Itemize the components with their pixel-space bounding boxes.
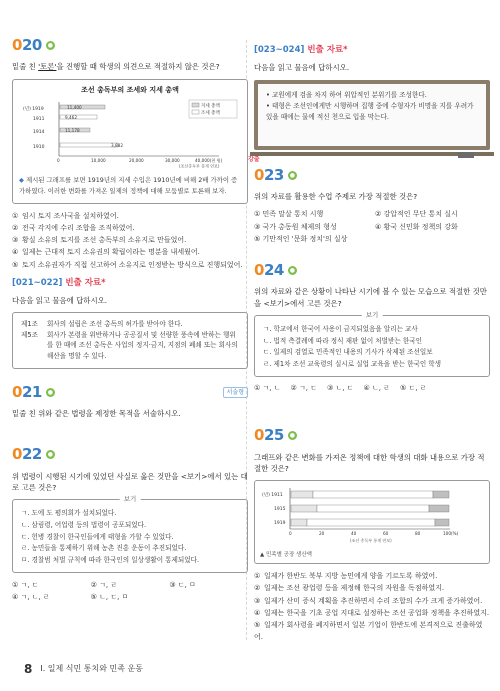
q24-bogi-4: ㄹ. 제1차 조선 교육령의 실시로 실업 교육을 받는 한국인 학생 xyxy=(263,359,442,368)
q25-option-5[interactable]: ⑤ 일제가 회사령을 폐지하면서 일본 기업이 한반도에 본격적으로 진출하였어. xyxy=(254,621,483,642)
q24-bogi-box xyxy=(254,311,490,377)
q24-bogi-3: ㄷ. 일제의 검열로 민족적인 내용의 기사가 삭제된 조선일보 xyxy=(263,348,433,357)
q22-bogi-1: ㄱ. 도에 도 평의회가 설치되었다. xyxy=(21,509,117,518)
q21-header xyxy=(12,381,248,404)
q25-bar-2b xyxy=(317,505,429,512)
difficulty-dot-icon: ● xyxy=(289,267,295,275)
q23-option-4[interactable]: ④ 황국 신민화 정책의 강화 xyxy=(375,222,458,231)
q23-option-3[interactable]: ③ 국가 총동원 체제의 형성 xyxy=(254,222,337,231)
difficulty-dot-icon: ● xyxy=(289,432,295,440)
blackboard-surface xyxy=(254,80,490,150)
q23-stem: 위의 자료를 활용한 수업 주제로 가장 적절한 것은? xyxy=(254,191,418,201)
q24-options xyxy=(254,383,490,394)
q25-legend-note: ▲ 민족별 공장 생산액 xyxy=(260,551,312,558)
q20-note: ◆ 제시된 그래프를 보면 1919년의 지세 수입은 1910년에 비해 2배 가까이 증가하였다. 이러한 변화를 가져온 일제의 정책에 대해 모둠별로 토론해 보자. xyxy=(19,175,238,195)
q20-bar-label-2: 9,462 xyxy=(65,114,77,120)
q24-option-1[interactable]: ① ㄱ, ㄴ xyxy=(254,384,281,393)
q24-number: 024 xyxy=(254,261,284,280)
q25-options xyxy=(254,570,490,644)
q20-chart-title: 조선 총독부의 조세와 지세 총액 xyxy=(81,85,179,94)
q20-option-3[interactable]: ③ 황실 소유의 토지를 조선 총독부의 소유지로 만들었어. xyxy=(12,236,187,244)
q20-legend-2: 조세 총액 xyxy=(201,110,220,116)
board-line-1: • 교원에게 검을 차지 하여 위압적인 분위기를 조성한다. xyxy=(266,90,427,99)
q20-tick-2: 10,000 xyxy=(91,157,106,163)
q25-tick-3: 40 xyxy=(351,531,357,537)
q22-bogi-title: 보기 xyxy=(120,494,141,505)
q23-number: 023 xyxy=(254,165,284,184)
q25-option-2[interactable]: ② 일제는 조선 광업령 등을 제정해 한국의 자원을 독점하였지. xyxy=(254,584,445,593)
q25-tick-6: 100(%) xyxy=(443,531,459,537)
q23-star-mark: 강출 xyxy=(248,155,260,163)
q20-year-3: 1914 xyxy=(33,129,45,135)
q25-tick-4: 60 xyxy=(383,531,389,537)
blackboard xyxy=(254,80,490,150)
q20-bar-label-1: 11,400 xyxy=(67,104,82,110)
q24-stem: 위의 자료와 같은 상황이 나타난 시기에 볼 수 있는 모습으로 적절한 것만을 <보기>에서 고른 것은? xyxy=(254,287,487,308)
q20-bar-4 xyxy=(60,143,118,147)
q20-bar-label-4: 3,882 xyxy=(111,142,123,148)
q25-stem: 그래프와 같은 변화를 가져온 정책에 대한 학생의 대화 내용으로 가장 적절한 것은? xyxy=(254,452,485,473)
q23-option-5[interactable]: ⑤ 기만적인 '문화 정치'의 실상 xyxy=(254,234,348,243)
q20-tick-1: 0 xyxy=(57,157,60,163)
section-title: Ⅰ. 일제 식민 통치와 민족 운동 xyxy=(40,664,143,674)
right-column xyxy=(248,44,490,644)
q22-bogi-2: ㄴ. 삼림령, 어업령 등의 법령이 공포되었다. xyxy=(21,521,147,530)
q25-option-1[interactable]: ① 일제가 한반도 북부 지방 농민에게 양을 기르도록 하였어. xyxy=(254,572,438,581)
q22-bogi-3: ㄷ. 헌병 경찰이 한국인들에게 태형을 가할 수 있었다. xyxy=(21,532,174,541)
q25-bar-3c xyxy=(435,519,449,526)
q21-number: 021 xyxy=(12,382,42,401)
q20-year-4: 1910 xyxy=(33,144,45,150)
set-21-22-label: [021~022] 빈출 자료* xyxy=(12,277,106,288)
q20-chart-box xyxy=(12,79,248,204)
law-line-1: 제1조 회사의 설립은 조선 총독의 허가를 받아야 한다. xyxy=(21,320,183,329)
board-line-2: • 태형은 조선인에게만 시행하며 집행 중에 수형자가 비명을 지를 우려가 있을 때에는 물에 적신 천으로 입을 막는다. xyxy=(266,101,474,122)
set-21-22-instruction: 다음을 읽고 물음에 답하시오. xyxy=(12,295,108,305)
q25-header xyxy=(254,424,490,447)
q20-header xyxy=(12,34,248,57)
q22-stem: 위 법령이 시행된 시기에 있었던 사실로 옳은 것만을 <보기>에서 있는 대로 고른 것은? xyxy=(12,471,248,493)
q20-bar-chart xyxy=(19,98,241,168)
q23-option-1[interactable]: ① 민족 말살 통치 시행 xyxy=(254,210,324,219)
q25-bar-1b xyxy=(313,491,433,498)
q25-bar-2a xyxy=(291,505,317,512)
q20-option-4[interactable]: ④ 일제는 근대적 토지 소유권의 확립이라는 명분을 내세웠어. xyxy=(12,248,200,257)
q21-stem: 밑줄 친 위와 같은 법령을 제정한 목적을 서술하시오. xyxy=(12,408,181,418)
q25-tick-5: 80 xyxy=(415,531,421,537)
difficulty-dot-icon: ● xyxy=(289,171,295,179)
law-line-2: 제5조 회사가 본령을 위반하거나 공공질서 및 선량한 풍속에 반하는 행위를 한 때에 조선 총독은 사업의 정지·금지, 지점의 폐쇄 또는 회사의 해산을 명할 수 있다. xyxy=(21,330,238,361)
q20-year-1: (년) 1919 xyxy=(23,106,44,112)
q25-bar-2c xyxy=(429,505,449,512)
set-23-24-label: [023~024] 빈출 자료* xyxy=(254,45,348,55)
q22-option-4[interactable]: ④ ㄱ, ㄴ, ㄹ xyxy=(12,593,50,602)
q22-bogi-4: ㄹ. 농민들을 통제하기 위해 농촌 진흥 운동이 추진되었다. xyxy=(21,544,187,553)
q25-stacked-bar-chart xyxy=(260,485,486,547)
set-23-24-instruction: 다음을 읽고 물음에 답하시오. xyxy=(254,63,350,73)
q22-number: 022 xyxy=(12,445,42,464)
q22-bogi-box xyxy=(12,495,248,573)
q22-option-2[interactable]: ② ㄱ, ㄹ xyxy=(90,581,118,590)
law-text-box xyxy=(12,312,248,368)
diamond-icon: ◆ xyxy=(19,175,26,184)
q22-option-5[interactable]: ⑤ ㄴ, ㄷ, ㅁ xyxy=(90,593,129,602)
q20-bar-label-3: 11,178 xyxy=(65,127,80,133)
q23-header xyxy=(248,155,490,187)
q22-option-1[interactable]: ① ㄱ, ㄷ xyxy=(12,581,39,590)
q20-options xyxy=(12,210,248,271)
q25-tick-1: 0 xyxy=(289,531,292,537)
q24-bogi-1: ㄱ. 학교에서 한국어 사용이 금지되었음을 알리는 교사 xyxy=(263,325,418,334)
q24-header xyxy=(254,259,490,282)
q23-option-2[interactable]: ② 강압적인 무단 통치 실시 xyxy=(375,210,458,219)
q22-options xyxy=(12,579,248,604)
q20-year-2: 1911 xyxy=(33,116,45,122)
q22-option-3[interactable]: ③ ㄷ, ㅁ xyxy=(169,581,196,590)
q20-tick-5: 40,000(천 원) xyxy=(195,157,223,163)
q24-option-4[interactable]: ④ ㄴ, ㄹ xyxy=(363,384,390,393)
eraser-icon xyxy=(458,152,474,158)
difficulty-dot-icon: ● xyxy=(47,451,53,459)
difficulty-dot-icon: ● xyxy=(47,388,53,396)
q25-year-2: 1915 xyxy=(274,507,286,513)
q24-option-2[interactable]: ② ㄱ, ㄷ xyxy=(290,384,317,393)
q20-number: 020 xyxy=(12,36,42,54)
q25-bar-1c xyxy=(433,491,449,498)
difficulty-dot-icon: ● xyxy=(47,42,53,50)
q25-chart-box xyxy=(254,480,490,564)
q20-tick-3: 20,000 xyxy=(129,157,144,163)
q20-legend-swatch-2 xyxy=(192,110,199,114)
left-column xyxy=(12,34,248,604)
q25-number: 025 xyxy=(254,426,284,445)
q25-option-3[interactable]: ③ 일제가 산미 증식 계획을 추진하면서 수리 조합의 수가 크게 증가하였어. xyxy=(254,596,483,605)
q25-year-3: 1919 xyxy=(274,521,286,527)
q22-header xyxy=(12,443,248,466)
q24-bogi-title: 보기 xyxy=(362,310,383,321)
q25-bar-1a xyxy=(291,491,313,498)
q25-year-1: (년) 1911 xyxy=(262,493,283,499)
q20-tick-4: 30,000 xyxy=(165,157,180,163)
q20-option-1[interactable]: ① 임시 토지 조사국을 설치하였어. xyxy=(12,211,119,220)
q25-bar-3b xyxy=(307,519,435,526)
q25-tick-2: 20 xyxy=(319,531,325,537)
q22-bogi-5: ㅁ. 경찰범 처벌 규칙에 따라 한국인의 일상생활이 통제되었다. xyxy=(21,555,200,564)
q20-source: (조선총독부 통계 연보) xyxy=(179,163,220,168)
q24-option-5[interactable]: ⑤ ㄷ, ㄹ xyxy=(399,384,427,393)
q23-options xyxy=(254,208,490,245)
q20-option-5[interactable]: ⑤ 토지 소유권자가 직접 신고하여 소유지로 인정받는 방식으로 진행되었어. xyxy=(12,260,243,269)
essay-tag: 서술형 xyxy=(223,387,248,398)
q25-source: (조선 총독부 통계 연보) xyxy=(350,538,392,544)
q20-legend-1: 지세 총액 xyxy=(201,103,220,109)
q24-bogi-2: ㄴ. 법적 측결례에 따라 정식 재판 없이 처벌받는 한국인 xyxy=(263,336,422,345)
q20-legend-swatch-1 xyxy=(192,103,199,107)
q20-stem: 밑줄 친 '토론'을 진행할 때 학생의 의견으로 적절하지 않은 것은? xyxy=(12,62,220,72)
page-footer xyxy=(24,660,143,679)
page-number: 8 xyxy=(24,662,33,676)
q24-option-3[interactable]: ③ ㄴ, ㄷ xyxy=(326,384,354,393)
q20-option-2[interactable]: ② 전국 각지에 수리 조합을 조직하였어. xyxy=(12,223,135,232)
q25-option-4[interactable]: ④ 일제는 한국을 기초 공업 지대로 설정하는 조선 공업화 정책을 추진하였지. xyxy=(254,608,490,617)
q25-bar-3a xyxy=(291,519,307,526)
